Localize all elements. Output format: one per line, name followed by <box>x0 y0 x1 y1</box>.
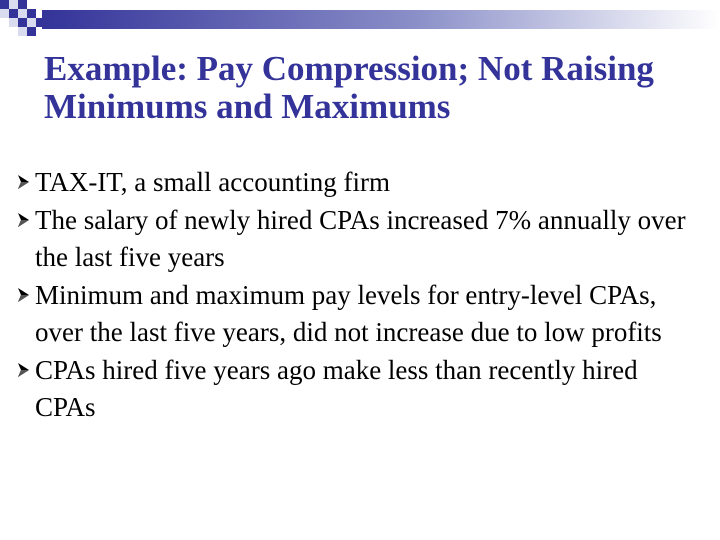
arrow-bullet-icon <box>18 363 29 377</box>
bullet-text: CPAs hired five years ago make less than recently hired CPAs <box>35 355 638 422</box>
bullet-text: Minimum and maximum pay levels for entry-level CPAs, over the last five years, did not increase due to low profits <box>35 280 662 347</box>
arrow-bullet-icon <box>18 213 29 227</box>
bullet-text: TAX-IT, a small accounting firm <box>35 167 390 197</box>
slide-title: Example: Pay Compression; Not Raising Minimums and Maximums <box>44 49 654 126</box>
bullet-item <box>18 352 698 426</box>
arrow-bullet-icon <box>18 288 29 302</box>
bullet-text: The salary of newly hired CPAs increased 7% annually over the last five years <box>35 205 686 272</box>
bullet-list <box>18 164 698 427</box>
bullet-item <box>18 277 698 351</box>
bullet-item <box>18 164 698 201</box>
header-decoration <box>0 0 720 40</box>
arrow-bullet-icon <box>18 175 29 189</box>
bullet-item <box>18 202 698 276</box>
